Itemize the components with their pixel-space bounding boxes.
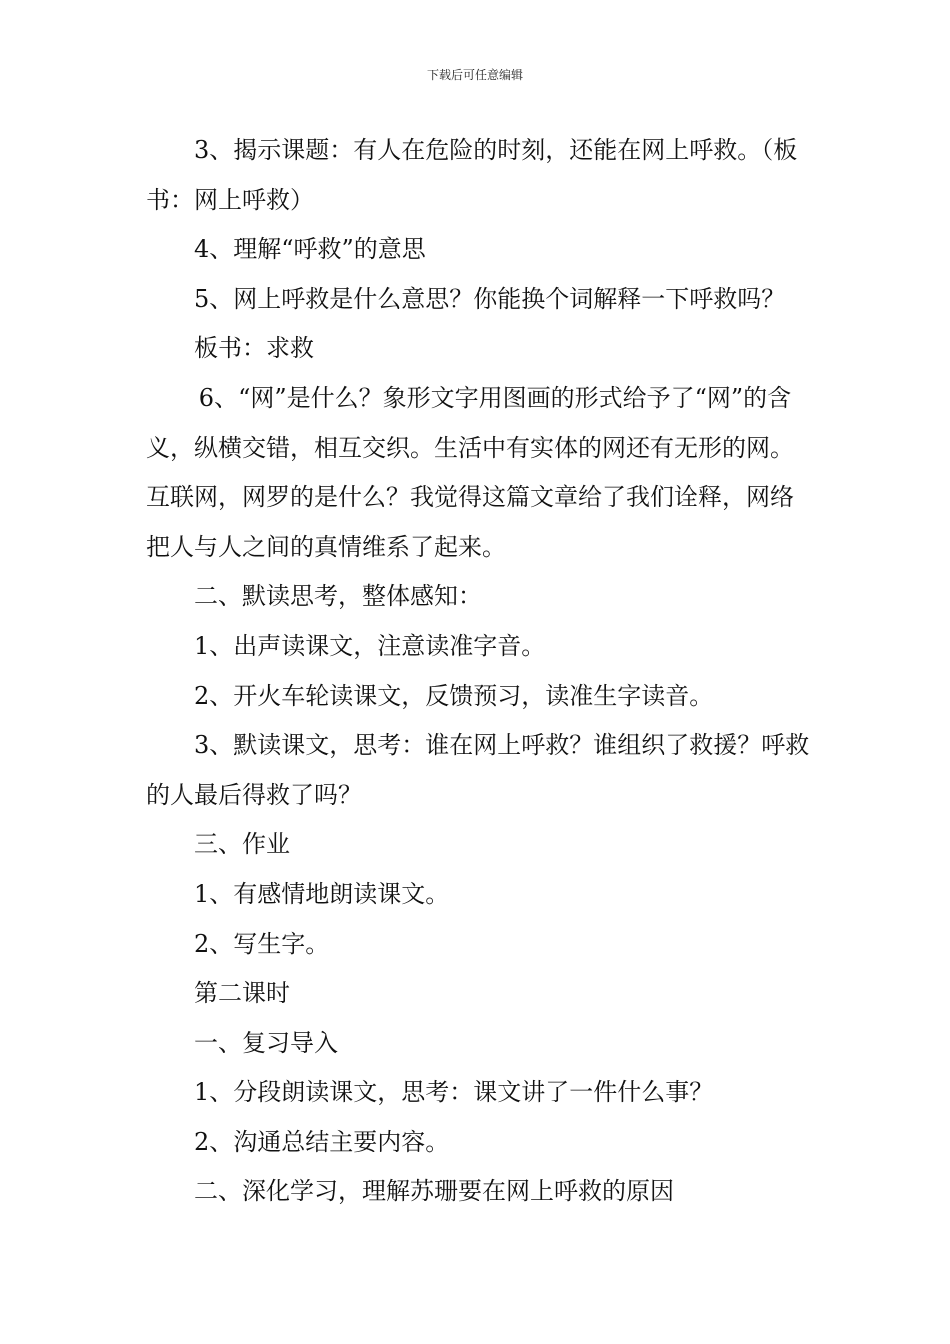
paragraph: 2、开火车轮读课文，反馈预习，读准生字读音。	[194, 681, 714, 710]
paragraph: 板书：求救	[194, 334, 314, 363]
paragraph: 1、出声读课文，注意读准字音。	[194, 631, 546, 660]
document-body	[146, 126, 812, 1217]
paragraph: 2、写生字。	[194, 929, 330, 958]
page-header: 下载后可任意编辑	[426, 68, 523, 82]
paragraph: 6、“网”是什么？象形文字用图画的形式给予了“网”的含义，纵横交错，相互交织。生活中有实体的网还有无形的网。互联网，网罗的是什么？我觉得这篇文章给了我们诠释，网络把人与人之间的真情维系了起来。	[146, 383, 794, 561]
paragraph: 3、默读课文，思考：谁在网上呼救？谁组织了救援？呼救的人最后得救了吗？	[146, 731, 810, 809]
lesson-heading: 第二课时	[194, 979, 290, 1008]
section-heading: 二、默读思考，整体感知：	[194, 582, 482, 611]
paragraph: 5、网上呼救是什么意思？你能换个词解释一下呼救吗？	[194, 284, 786, 313]
paragraph: 1、分段朗读课文，思考：课文讲了一件什么事？	[194, 1078, 714, 1107]
paragraph: 1、有感情地朗读课文。	[194, 879, 450, 908]
paragraph: 2、沟通总结主要内容。	[194, 1127, 450, 1156]
section-heading: 二、深化学习，理解苏珊要在网上呼救的原因	[194, 1177, 674, 1206]
section-heading: 一、复习导入	[194, 1028, 338, 1057]
section-heading: 三、作业	[194, 830, 290, 859]
paragraph: 3、揭示课题：有人在危险的时刻，还能在网上呼救。（板书：网上呼救）	[146, 136, 798, 214]
paragraph: 4、理解“呼救”的意思	[194, 235, 426, 264]
